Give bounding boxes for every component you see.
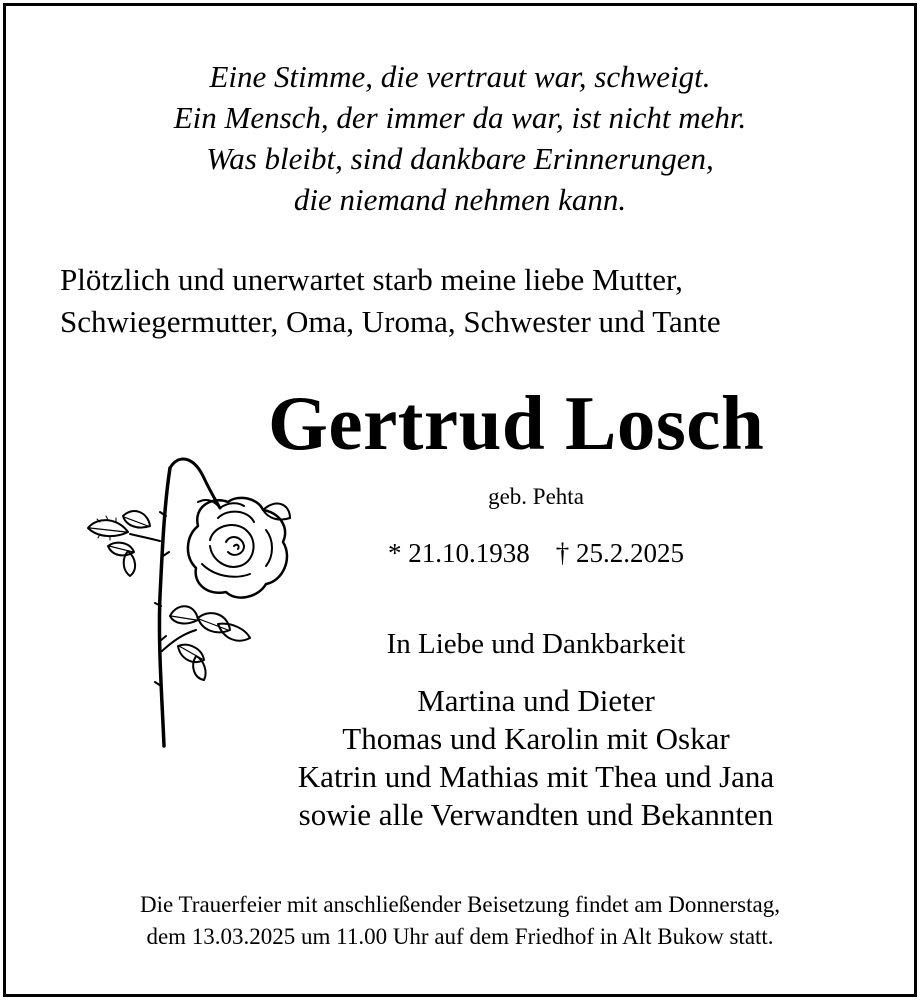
funeral-line: Die Trauerfeier mit anschließender Beisetzung findet am Donnerstag, [140,892,780,917]
funeral-line: dem 13.03.2025 um 11.00 Uhr auf dem Friedhof in Alt Bukow statt. [146,924,774,949]
poem-line: Eine Stimme, die vertraut war, schweigt. [209,59,711,94]
mourner-line: Martina und Dieter [417,683,655,718]
announcement-line: Plötzlich und unerwartet starb meine liebe Mutter, [60,262,683,297]
death-date: † 25.2.2025 [555,538,684,568]
poem-line: Was bleibt, sind dankbare Erinnerungen, [206,141,714,176]
poem-line: Ein Mensch, der immer da war, ist nicht mehr. [173,100,747,135]
funeral-info [6,889,914,953]
deceased-name: Gertrud Losch [268,380,765,466]
dedication: In Liebe und Dankbarkeit [386,628,686,660]
poem-line: die niemand nehmen kann. [293,182,627,217]
mourner-line: Katrin und Mathias mit Thea und Jana [297,759,775,794]
life-dates [256,536,816,570]
birth-date: * 21.10.1938 [388,538,530,568]
announcement-line: Schwiegermutter, Oma, Uroma, Schwester und Tante [60,304,721,339]
announcement-text [60,259,721,343]
poem [6,56,914,220]
mourner-line: Thomas und Karolin mit Oskar [342,721,730,756]
mourner-line: sowie alle Verwandten und Bekannten [298,797,774,832]
obituary-notice [3,3,917,997]
birth-name: geb. Pehta [488,484,584,509]
mourners-list [256,682,816,834]
